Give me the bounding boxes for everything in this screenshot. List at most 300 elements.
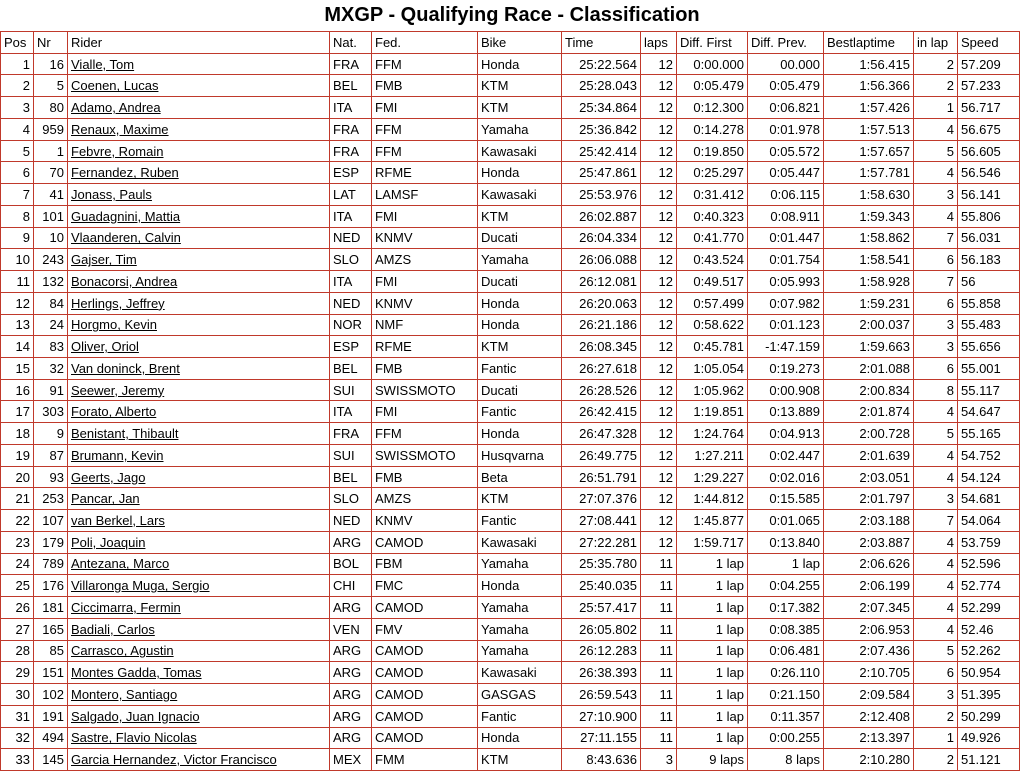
rider-cell [68,684,330,706]
col-header-nr[interactable]: Nr [34,32,68,54]
col-header-in-lap[interactable]: in lap [914,32,958,54]
in-lap-cell: 2 [914,53,958,75]
laps-cell: 12 [641,205,677,227]
rider-cell [68,553,330,575]
nat-cell: NED [330,292,372,314]
rider-link[interactable]: Gajser, Tim [71,252,137,268]
classification-table [0,31,1020,771]
rider-cell [68,466,330,488]
nat-cell: VEN [330,618,372,640]
diff-first-cell: 1 lap [677,684,748,706]
nr-cell: 32 [34,358,68,380]
time-cell: 27:11.155 [562,727,641,749]
bike-cell: Yamaha [478,553,562,575]
rider-cell [68,488,330,510]
time-cell: 25:57.417 [562,597,641,619]
bike-cell: Honda [478,53,562,75]
col-header-rider[interactable]: Rider [68,32,330,54]
bike-cell: KTM [478,488,562,510]
rider-cell [68,97,330,119]
fed-cell: KNMV [372,227,478,249]
diff-first-cell: 1 lap [677,553,748,575]
laps-cell: 11 [641,618,677,640]
fed-cell: CAMOD [372,684,478,706]
nat-cell: SUI [330,379,372,401]
diff-first-cell: 0:14.278 [677,118,748,140]
in-lap-cell: 4 [914,618,958,640]
nr-cell: 1 [34,140,68,162]
speed-cell: 55.483 [958,314,1020,336]
bestlaptime-cell: 1:57.513 [824,118,914,140]
laps-cell: 12 [641,162,677,184]
rider-cell [68,75,330,97]
bike-cell: Fantic [478,705,562,727]
rider-link[interactable]: Jonass, Pauls [71,187,152,202]
diff-first-cell: 0:05.479 [677,75,748,97]
speed-cell: 50.954 [958,662,1020,684]
table-row [1,75,1020,97]
nat-cell: MEX [330,749,372,771]
diff-prev-cell: 0:05.479 [748,75,824,97]
bestlaptime-cell: 1:58.541 [824,249,914,271]
rider-link[interactable]: Coenen, Lucas [71,78,159,94]
table-row [1,488,1020,510]
bike-cell: Yamaha [478,597,562,619]
rider-link[interactable]: Forato, Alberto [71,404,157,420]
laps-cell: 12 [641,75,677,97]
diff-first-cell: 0:57.499 [677,292,748,314]
diff-prev-cell: 0:05.572 [748,140,824,162]
rider-link[interactable]: Montes Gadda, Tomas [71,665,202,681]
nr-cell: 959 [34,118,68,140]
nat-cell: FRA [330,423,372,445]
col-header-diff-prev[interactable]: Diff. Prev. [748,32,824,54]
pos-cell: 33 [1,749,34,771]
rider-link[interactable]: Ciccimarra, Fermin [71,599,181,615]
bestlaptime-cell: 2:07.436 [824,640,914,662]
table-row [1,271,1020,293]
rider-cell [68,162,330,184]
nat-cell: ESP [330,336,372,358]
time-cell: 26:28.526 [562,379,641,401]
rider-link[interactable]: Badiali, Carlos [71,621,155,637]
diff-first-cell: 1:05.054 [677,358,748,380]
nat-cell: ARG [330,684,372,706]
diff-prev-cell: 00.000 [748,53,824,75]
bike-cell: KTM [478,97,562,119]
fed-cell: SWISSMOTO [372,379,478,401]
rider-link[interactable]: Sastre, Flavio Nicolas [71,730,197,746]
nr-cell: 176 [34,575,68,597]
speed-cell: 55.001 [958,358,1020,380]
laps-cell: 12 [641,379,677,401]
time-cell: 26:08.345 [562,336,641,358]
diff-prev-cell: 0:21.150 [748,684,824,706]
rider-cell [68,314,330,336]
fed-cell: FFM [372,118,478,140]
laps-cell: 12 [641,401,677,423]
diff-prev-cell: 0:06.481 [748,640,824,662]
bike-cell: Honda [478,162,562,184]
nr-cell: 87 [34,444,68,466]
rider-link[interactable]: Van doninck, Brent [71,360,180,376]
bike-cell: Fantic [478,358,562,380]
pos-cell: 21 [1,488,34,510]
rider-cell [68,618,330,640]
laps-cell: 12 [641,358,677,380]
diff-first-cell: 0:49.517 [677,271,748,293]
bike-cell: Honda [478,575,562,597]
rider-link[interactable]: Vialle, Tom [71,56,135,72]
bestlaptime-cell: 1:57.781 [824,162,914,184]
col-header-pos[interactable]: Pos [1,32,34,54]
table-row [1,292,1020,314]
pos-cell: 4 [1,118,34,140]
rider-cell [68,118,330,140]
rider-link[interactable]: Guadagnini, Mattia [71,208,181,224]
rider-link[interactable]: Adamo, Andrea [71,100,161,116]
in-lap-cell: 4 [914,597,958,619]
pos-cell: 2 [1,75,34,97]
rider-link[interactable]: Seewer, Jeremy [71,382,165,398]
diff-prev-cell: 0:01.065 [748,510,824,532]
speed-cell: 54.647 [958,401,1020,423]
rider-link[interactable]: Garcia Hernandez, Victor Francisco [71,752,277,768]
nat-cell: ESP [330,162,372,184]
bike-cell: Fantic [478,401,562,423]
diff-prev-cell: 0:05.447 [748,162,824,184]
in-lap-cell: 4 [914,531,958,553]
pos-cell: 26 [1,597,34,619]
table-row [1,531,1020,553]
time-cell: 26:49.775 [562,444,641,466]
in-lap-cell: 1 [914,97,958,119]
diff-prev-cell: 0:11.357 [748,705,824,727]
bestlaptime-cell: 2:01.874 [824,401,914,423]
speed-cell: 53.759 [958,531,1020,553]
bestlaptime-cell: 2:06.953 [824,618,914,640]
bike-cell: Kawasaki [478,662,562,684]
nr-cell: 243 [34,249,68,271]
nat-cell: NOR [330,314,372,336]
nat-cell: ARG [330,662,372,684]
laps-cell: 12 [641,531,677,553]
rider-cell [68,662,330,684]
diff-first-cell: 0:40.323 [677,205,748,227]
speed-cell: 54.752 [958,444,1020,466]
laps-cell: 12 [641,249,677,271]
laps-cell: 11 [641,597,677,619]
rider-link[interactable]: Febvre, Romain [71,143,164,159]
rider-link[interactable]: Montero, Santiago [71,686,178,702]
rider-link[interactable]: Oliver, Oriol [71,339,139,355]
bestlaptime-cell: 2:06.199 [824,575,914,597]
fed-cell: FMV [372,618,478,640]
speed-cell: 57.209 [958,53,1020,75]
diff-first-cell: 0:12.300 [677,97,748,119]
diff-prev-cell: 0:01.123 [748,314,824,336]
nr-cell: 83 [34,336,68,358]
bike-cell: Honda [478,423,562,445]
rider-cell [68,184,330,206]
laps-cell: 11 [641,640,677,662]
nat-cell: ARG [330,705,372,727]
col-header-bike[interactable]: Bike [478,32,562,54]
time-cell: 26:12.283 [562,640,641,662]
diff-prev-cell: 0:04.255 [748,575,824,597]
bestlaptime-cell: 1:56.366 [824,75,914,97]
in-lap-cell: 4 [914,118,958,140]
laps-cell: 12 [641,118,677,140]
speed-cell: 51.121 [958,749,1020,771]
nr-cell: 84 [34,292,68,314]
col-header-fed[interactable]: Fed. [372,32,478,54]
time-cell: 25:34.864 [562,97,641,119]
pos-cell: 31 [1,705,34,727]
fed-cell: LAMSF [372,184,478,206]
diff-prev-cell: 0:01.978 [748,118,824,140]
speed-cell: 52.596 [958,553,1020,575]
nr-cell: 107 [34,510,68,532]
fed-cell: FMB [372,466,478,488]
speed-cell: 54.124 [958,466,1020,488]
rider-link[interactable]: Herlings, Jeffrey [71,295,165,311]
nat-cell: BEL [330,358,372,380]
time-cell: 26:21.186 [562,314,641,336]
nr-cell: 789 [34,553,68,575]
rider-cell [68,575,330,597]
diff-first-cell: 0:31.412 [677,184,748,206]
bike-cell: Yamaha [478,118,562,140]
time-cell: 26:12.081 [562,271,641,293]
pos-cell: 17 [1,401,34,423]
diff-first-cell: 0:19.850 [677,140,748,162]
pos-cell: 7 [1,184,34,206]
bestlaptime-cell: 1:57.426 [824,97,914,119]
bestlaptime-cell: 2:03.887 [824,531,914,553]
laps-cell: 12 [641,140,677,162]
nr-cell: 16 [34,53,68,75]
pos-cell: 8 [1,205,34,227]
table-row [1,184,1020,206]
classification-rows [1,53,1020,770]
table-row [1,749,1020,771]
col-header-bestlaptime[interactable]: Bestlaptime [824,32,914,54]
nat-cell: NED [330,227,372,249]
nr-cell: 132 [34,271,68,293]
bestlaptime-cell: 1:59.231 [824,292,914,314]
table-row [1,97,1020,119]
time-cell: 26:42.415 [562,401,641,423]
nr-cell: 102 [34,684,68,706]
rider-link[interactable]: Antezana, Marco [71,556,170,572]
nr-cell: 85 [34,640,68,662]
diff-first-cell: 1 lap [677,597,748,619]
laps-cell: 12 [641,336,677,358]
rider-link[interactable]: Renaux, Maxime [71,121,169,137]
bike-cell: Honda [478,292,562,314]
rider-link[interactable]: Fernandez, Ruben [71,165,179,181]
time-cell: 26:06.088 [562,249,641,271]
speed-cell: 52.299 [958,597,1020,619]
diff-prev-cell: 0:01.447 [748,227,824,249]
fed-cell: SWISSMOTO [372,444,478,466]
nat-cell: ARG [330,531,372,553]
diff-first-cell: 1 lap [677,705,748,727]
nat-cell: SLO [330,249,372,271]
laps-cell: 11 [641,705,677,727]
fed-cell: CAMOD [372,640,478,662]
laps-cell: 11 [641,575,677,597]
nat-cell: ARG [330,640,372,662]
table-row [1,618,1020,640]
nat-cell: ITA [330,271,372,293]
laps-cell: 11 [641,684,677,706]
rider-link[interactable]: van Berkel, Lars [71,513,165,529]
diff-first-cell: 0:58.622 [677,314,748,336]
col-header-laps[interactable]: laps [641,32,677,54]
diff-prev-cell: 0:26.110 [748,662,824,684]
diff-first-cell: 1 lap [677,618,748,640]
nat-cell: ITA [330,205,372,227]
in-lap-cell: 6 [914,292,958,314]
table-row [1,401,1020,423]
fed-cell: RFME [372,336,478,358]
header-row [1,32,1020,54]
laps-cell: 12 [641,97,677,119]
table-row [1,118,1020,140]
rider-cell [68,227,330,249]
bike-cell: Yamaha [478,640,562,662]
nat-cell: FRA [330,140,372,162]
speed-cell: 55.858 [958,292,1020,314]
rider-link[interactable]: Horgmo, Kevin [71,317,157,333]
fed-cell: FMI [372,271,478,293]
speed-cell: 56.675 [958,118,1020,140]
col-header-time[interactable]: Time [562,32,641,54]
table-row [1,597,1020,619]
rider-cell [68,597,330,619]
fed-cell: FMI [372,401,478,423]
nat-cell: FRA [330,118,372,140]
rider-cell [68,401,330,423]
nr-cell: 145 [34,749,68,771]
time-cell: 26:02.887 [562,205,641,227]
nr-cell: 253 [34,488,68,510]
diff-prev-cell: 0:01.754 [748,249,824,271]
pos-cell: 24 [1,553,34,575]
table-row [1,205,1020,227]
time-cell: 26:05.802 [562,618,641,640]
table-row [1,466,1020,488]
speed-cell: 56.546 [958,162,1020,184]
bike-cell: KTM [478,205,562,227]
fed-cell: CAMOD [372,705,478,727]
pos-cell: 30 [1,684,34,706]
speed-cell: 51.395 [958,684,1020,706]
bike-cell: Kawasaki [478,531,562,553]
nat-cell: ARG [330,727,372,749]
speed-cell: 54.681 [958,488,1020,510]
rider-cell [68,423,330,445]
table-row [1,53,1020,75]
in-lap-cell: 6 [914,358,958,380]
rider-link[interactable]: Salgado, Juan Ignacio [71,708,200,724]
diff-prev-cell: 0:05.993 [748,271,824,293]
speed-cell: 56.605 [958,140,1020,162]
diff-first-cell: 0:00.000 [677,53,748,75]
bestlaptime-cell: 2:01.088 [824,358,914,380]
rider-link[interactable]: Bonacorsi, Andrea [71,273,178,289]
nr-cell: 91 [34,379,68,401]
laps-cell: 11 [641,662,677,684]
bestlaptime-cell: 2:00.037 [824,314,914,336]
pos-cell: 18 [1,423,34,445]
rider-link[interactable]: Villaronga Muga, Sergio [71,578,210,594]
pos-cell: 19 [1,444,34,466]
rider-cell [68,379,330,401]
fed-cell: FMM [372,749,478,771]
nr-cell: 179 [34,531,68,553]
time-cell: 26:59.543 [562,684,641,706]
bike-cell: Ducati [478,379,562,401]
bestlaptime-cell: 2:00.728 [824,423,914,445]
nat-cell: BEL [330,466,372,488]
laps-cell: 12 [641,292,677,314]
rider-link[interactable]: Brumann, Kevin [71,447,164,463]
rider-cell [68,271,330,293]
fed-cell: FMB [372,358,478,380]
diff-prev-cell: 0:04.913 [748,423,824,445]
laps-cell: 11 [641,727,677,749]
bestlaptime-cell: 2:09.584 [824,684,914,706]
pos-cell: 22 [1,510,34,532]
nr-cell: 494 [34,727,68,749]
rider-link[interactable]: Carrasco, Agustin [71,643,174,659]
col-header-nat[interactable]: Nat. [330,32,372,54]
diff-prev-cell: 1 lap [748,553,824,575]
rider-link[interactable]: Poli, Joaquin [71,534,146,550]
diff-prev-cell: 0:07.982 [748,292,824,314]
time-cell: 25:22.564 [562,53,641,75]
table-row [1,444,1020,466]
diff-prev-cell: 0:15.585 [748,488,824,510]
nr-cell: 101 [34,205,68,227]
rider-link[interactable]: Pancar, Jan [71,491,140,507]
rider-link[interactable]: Benistant, Thibault [71,426,179,442]
pos-cell: 11 [1,271,34,293]
diff-first-cell: 1:45.877 [677,510,748,532]
in-lap-cell: 8 [914,379,958,401]
rider-link[interactable]: Vlaanderen, Calvin [71,230,181,246]
fed-cell: CAMOD [372,597,478,619]
diff-prev-cell: 0:02.016 [748,466,824,488]
rider-cell [68,640,330,662]
nr-cell: 151 [34,662,68,684]
rider-link[interactable]: Geerts, Jago [71,469,146,485]
in-lap-cell: 6 [914,249,958,271]
nr-cell: 165 [34,618,68,640]
fed-cell: FFM [372,140,478,162]
col-header-speed[interactable]: Speed [958,32,1020,54]
fed-cell: RFME [372,162,478,184]
pos-cell: 9 [1,227,34,249]
col-header-diff-first[interactable]: Diff. First [677,32,748,54]
diff-first-cell: 1:44.812 [677,488,748,510]
in-lap-cell: 4 [914,401,958,423]
pos-cell: 25 [1,575,34,597]
nat-cell: SLO [330,488,372,510]
